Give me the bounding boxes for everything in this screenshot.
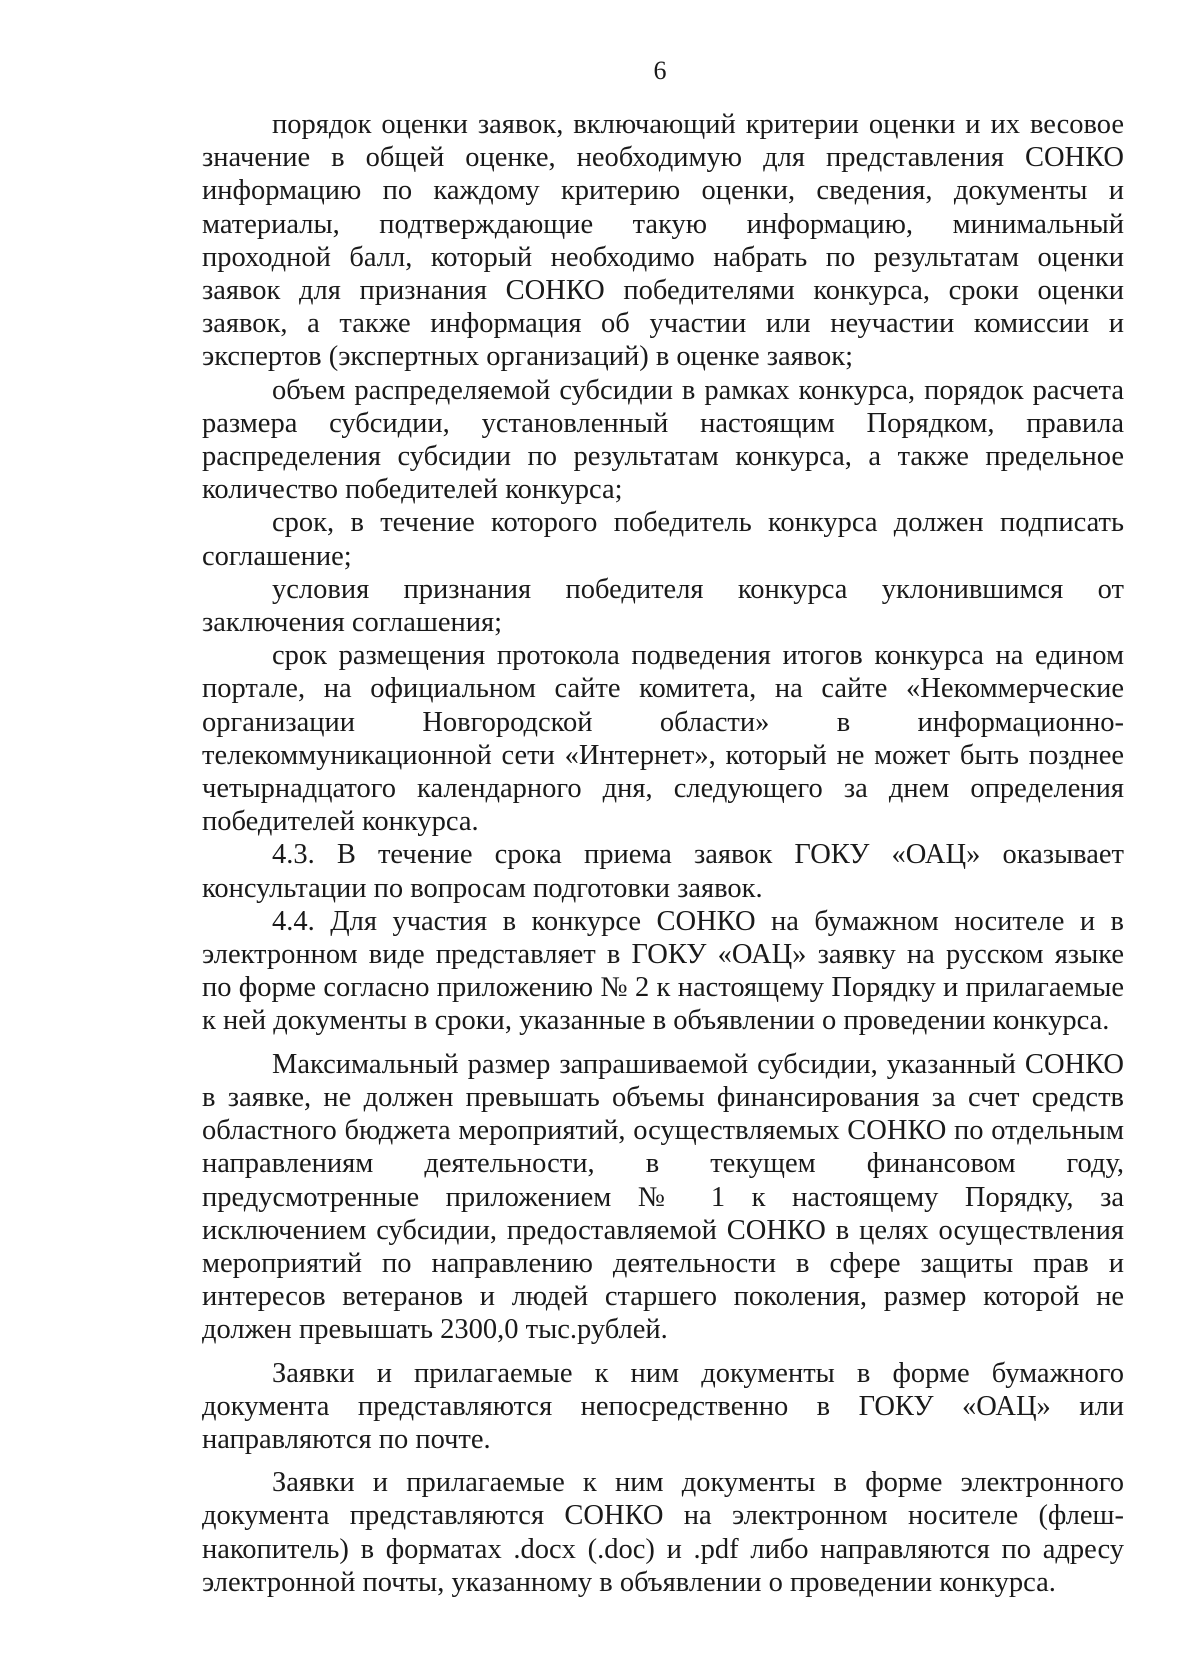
paragraph-4-3-consultations: 4.3. В течение срока приема заявок ГОКУ «ОАЦ» оказывает консультации по вопросам подготовки заявок.: [202, 839, 1124, 904]
paragraph-maximum-subsidy: Максимальный размер запрашиваемой субсидии, указанный СОНКО в заявке, не должен превышать объемы финансирования за счет средств областного бюджета мероприятий, осуществляемых СОНКО по отдельным направлениям деятельности, в текущем финансовом году, предусмотренные приложением № 1 к настоящему Порядку, за исключением субсидии, предоставляемой СОНКО в целях осуществления мероприятий по направлению деятельности в сфере защиты прав и интересов ветеранов и людей старшего поколения, размер которой не должен превышать 2300,0 тыс.рублей.: [202, 1048, 1124, 1346]
paragraph-4-4-application: 4.4. Для участия в конкурсе СОНКО на бумажном носителе и в электронном виде представляет в ГОКУ «ОАЦ» заявку на русском языке по форме согласно приложению № 2 к настоящему Порядку и прилагаемые к ней документы в сроки, указанные в объявлении о проведении конкурса.: [202, 905, 1124, 1037]
paragraph-paper-submission: Заявки и прилагаемые к ним документы в форме бумажного документа представляются непосредственно в ГОКУ «ОАЦ» или направляются по почте.: [202, 1357, 1124, 1455]
paragraph-evaluation-procedure: порядок оценки заявок, включающий критерии оценки и их весовое значение в общей оценке, необходимую для представления СОНКО информацию по каждому критерию оценки, сведения, документы и материалы, подтверждающие такую информацию, минимальный проходной балл, который необходимо набрать по результатам оценки заявок для признания СОНКО победителями конкурса, сроки оценки заявок, а также информация об участии или неучастии комиссии и экспертов (экспертных организаций) в оценке заявок;: [202, 109, 1124, 373]
paragraph-signing-deadline: срок, в течение которого победитель конкурса должен подписать соглашение;: [202, 507, 1124, 572]
paragraph-evasion-conditions: условия признания победителя конкурса уклонившимся от заключения соглашения;: [202, 573, 1124, 639]
paragraph-protocol-publication: срок размещения протокола подведения итогов конкурса на едином портале, на официальном сайте комитета, на сайте «Некоммерческие организации Новгородской области» в информационно-телекоммуникационной сети «Интернет», который не может быть позднее четырнадцатого календарного дня, следующего за днем определения победителей конкурса.: [202, 640, 1124, 838]
document-body: [202, 108, 1124, 1599]
page-number: 6: [653, 56, 667, 85]
paragraph-subsidy-volume: объем распределяемой субсидии в рамках конкурса, порядок расчета размера субсидии, установленный настоящим Порядком, правила распределения субсидии по результатам конкурса, а также предельное количество победителей конкурса;: [202, 374, 1124, 506]
paragraph-electronic-submission: Заявки и прилагаемые к ним документы в форме электронного документа представляются СОНКО на электронном носителе (флеш-накопитель) в форматах .docx (.doc) и .pdf либо направляются по адресу электронной почты, указанному в объявлении о проведении конкурса.: [202, 1467, 1124, 1598]
